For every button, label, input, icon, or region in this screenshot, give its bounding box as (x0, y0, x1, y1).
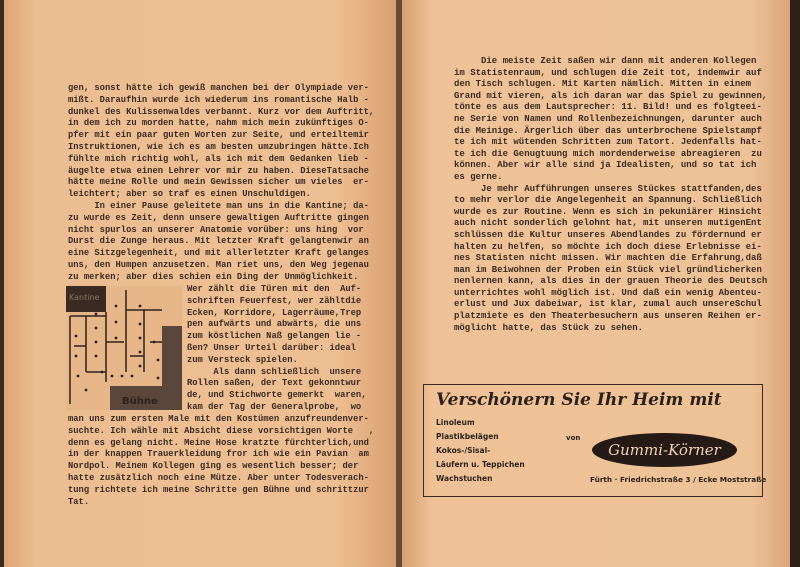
ad-headline: Verschönern Sie Ihr Heim mit (436, 390, 722, 410)
text-line: den Tisch schlugen. Mit Karten nämlich. Mitten in einem (454, 79, 752, 90)
text-line: in der knappen Trauerkleidung fror ich wie ein Pavian am (68, 449, 369, 460)
ad-product: Kokos-/Sisal- (436, 446, 491, 455)
text-line: In einer Pause geleitete man uns in die Kantine; da- (68, 200, 369, 211)
text-line: unterrichtes wohl möglich ist. Und daß ein wenig Abenteu- (454, 287, 762, 298)
text-line: auch nicht sonderlich gelohnt hat, mit unseren mutigenEnt (454, 218, 762, 229)
text-line: Grand mit vieren, als ich daran war das Spiel zu gewinnen, (454, 90, 768, 101)
text-line: uns, den Humpen anzusetzen. Man riet uns, den Weg jegenau (68, 259, 369, 270)
map-label-kantine: Kantine (69, 293, 100, 302)
text-line: Rollen saßen, der Text gekonntwur (187, 378, 362, 389)
text-line: nicht spurlos an unserer Anatomie vorüber: uns hing vor (68, 224, 364, 235)
left-text-top (68, 83, 374, 284)
text-line: Ecken, Korridore, Lagerräume,Trep (187, 307, 362, 318)
left-text-bottom (68, 414, 374, 508)
text-line: de, und Stichworte gemerkt waren, (187, 390, 367, 401)
text-line: leichtert; aber so traf es einen Unschuldigen. (68, 189, 311, 200)
text-line: zu merken; aber dies schien ein Ding der Unmöglichkeit. (68, 271, 359, 282)
text-line: hätte meine Rolle und mein Gewissen sicher um vieles er- (68, 177, 369, 188)
left-text-beside-map (187, 284, 367, 414)
right-page (402, 0, 790, 567)
text-line: fühlte mich richtig wohl, als ich mit dem Gedanken lieb - (68, 153, 369, 164)
text-line: Tat. (68, 496, 90, 507)
text-line: te ich die Genugtuung mich mordenderweise abreagieren zu (454, 148, 762, 159)
ad-product: Wachstuchen (436, 474, 493, 483)
text-line: mißt. Daraufhin wurde ich wiederum ins romantische Halb - (68, 94, 369, 105)
text-line: können. Aber wir alle sind ja Idealisten, und so tat ich (454, 160, 757, 171)
text-line: man uns zum ersten Male mit den Kostümen anzufreundenver- (68, 414, 369, 424)
text-line: Als dann schließlich unsere (187, 366, 362, 377)
text-line: in dem ich zu morden hatte, nahm mich mein zukünftiges O- (68, 118, 369, 129)
text-line: ßen? Unser Urteil darüber: ideal (187, 342, 356, 353)
text-line: Nordpol. Meinem Kollegen ging es wesentlich besser; der (68, 461, 359, 472)
text-line: zu wurde es Zeit, denn unsere gewaltigen Auftritte gingen (68, 212, 369, 223)
text-line: halten zu helfen, so möchte ich doch diese Erlebnisse ei- (454, 241, 762, 252)
text-line: eine Sitzgelegenheit, und mit allerletzter Kraft gelanges (68, 248, 369, 259)
text-line: pfer mit ein paar guten Worten zur Seite, und erteiltemir (68, 130, 369, 141)
text-line: nenlernen kann, als dies in der grauen Theorie des Deutsch (454, 276, 768, 287)
text-line: suchte. Ich wähle mit Absicht diese vorsichtigen Worte , (68, 425, 375, 436)
text-line: tung richtete ich meine Schritte gen Bühne und schrittzur (68, 484, 369, 495)
text-line: zum köstlichen Naß gelangen lie - (187, 331, 362, 342)
text-line: Die meiste Zeit saßen wir dann mit anderen Kollegen (454, 56, 757, 66)
text-line: zum Versteck spielen. (187, 354, 298, 365)
text-line: ne Serie von Namen und Rollenbezeichnungen, darunter auch (454, 113, 762, 124)
ad-product: Linoleum (436, 418, 475, 427)
text-line: Je mehr Aufführungen unseres Stückes stattfanden,des (454, 183, 762, 194)
ad-product-list (436, 416, 525, 486)
text-line: äugelte etwa einen Lehrer vor mir zu haben. DieseTatsache (68, 165, 369, 176)
text-line: schriften Feuerfest, wer zähltdie (187, 295, 362, 306)
text-line: to mehr verlor die Angelegenheit an Spannung. Schließlich (454, 195, 762, 206)
scan-edge (790, 0, 800, 567)
ad-von: von (566, 434, 581, 442)
text-line: Instruktionen, wie ich es am besten umzubringen hätte.Ich (68, 141, 369, 152)
text-line: gen, sonst hätte ich gewiß manchen bei der Olympiade ver- (68, 83, 369, 93)
brand-logo (592, 433, 737, 467)
text-line: hatte zusätzlich noch eine Mütze. Aber unter Todesverach- (68, 472, 369, 483)
ad-product: Plastikbelägen (436, 432, 499, 441)
ad-address: Fürth · Friedrichstraße 3 / Ecke Moststraße (590, 475, 767, 484)
text-line: pen aufwärts und abwärts, die uns (187, 319, 362, 330)
left-page (4, 0, 396, 567)
text-line: kam der Tag der Generalprobe, wo (187, 401, 362, 412)
text-line: wurde es zur Routine. Wenn es sich in pekuniärer Hinsicht (454, 206, 762, 217)
text-line: tönte es aus dem Lautsprecher: 11. Bild! und es folgteei- (454, 102, 762, 113)
text-line: nes Statisten nicht missen. Wir machten die Erfahrung,daß (454, 253, 762, 264)
text-line: möglicht hatte, das Stück zu sehen. (454, 322, 644, 333)
building-map-sketch (66, 286, 182, 410)
text-line: es gerne. (454, 171, 503, 182)
text-line: platzmiete es den Theaterbesuchern aus unseren Reihen er- (454, 311, 762, 322)
text-line: die Meinige. Ärgerlich über das unterbrochene Spielstampf (454, 125, 762, 136)
ad-product: Läufern u. Teppichen (436, 460, 525, 469)
text-line: im Statistenraum, und schlugen die Zeit tot, indemwir auf (454, 67, 762, 78)
text-line: denn es gelang nicht. Meine Hose kratzte fürchterlich,und (68, 437, 369, 448)
text-line: dunkel des Kulissenwaldes verbannt. Kurz vor dem Auftritt, (68, 106, 375, 117)
text-line: schlüssen die Kultur unseres Abendlandes zu fördernund er (454, 229, 762, 240)
text-line: te ich mit wütenden Schritten zum Tatort. Jedenfalls hat- (454, 137, 762, 148)
text-line: man im Beiwohnen der Proben ein Stück viel gründlicherken (454, 264, 762, 275)
text-line: erlust und Jux dabeiwar, ist klar, zumal auch unsereSchul (454, 299, 762, 310)
map-label-buehne: Bühne (122, 396, 158, 407)
text-line: Wer zählt die Türen mit den Auf- (187, 284, 362, 294)
advertisement (423, 384, 767, 497)
brand-name: Gummi-Körner (608, 441, 721, 459)
text-line: Durst die Zunge heraus. Mit letzter Kraft gelangtenwir an (68, 236, 369, 247)
right-text (454, 56, 767, 334)
